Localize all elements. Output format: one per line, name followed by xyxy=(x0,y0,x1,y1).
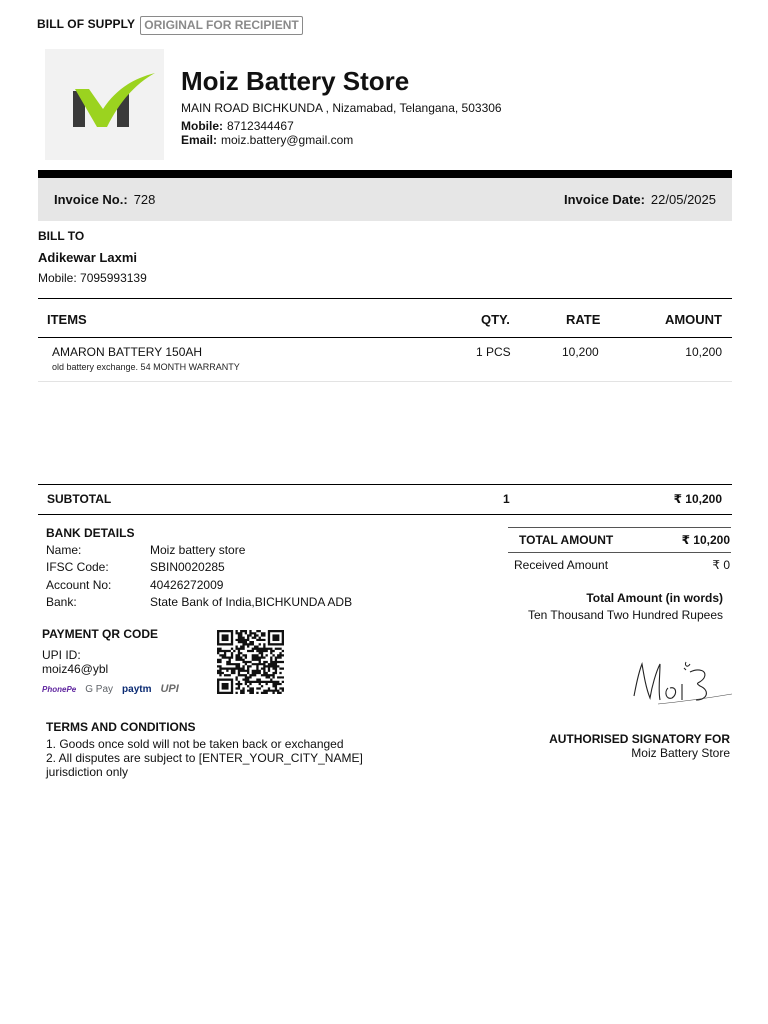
store-mobile xyxy=(181,119,294,133)
received-amount-value: ₹ 0 xyxy=(712,558,730,572)
original-badge: ORIGINAL FOR RECIPIENT xyxy=(140,16,303,35)
received-amount-label: Received Amount xyxy=(514,558,609,572)
subtotal-top-rule xyxy=(38,484,732,485)
gpay-logo: G Pay xyxy=(85,683,114,695)
table-header-rule xyxy=(38,337,732,338)
terms-line-1: 1. Goods once sold will not be taken back or exchanged xyxy=(46,737,344,751)
bank-bank-value: State Bank of India,BICHKUNDA ADB xyxy=(150,595,353,609)
item-name: AMARON BATTERY 150AH xyxy=(52,345,203,359)
amount-in-words-value: Ten Thousand Two Hundred Rupees xyxy=(527,608,723,622)
store-email xyxy=(181,133,353,147)
bank-ifsc-label: IFSC Code: xyxy=(46,560,109,574)
store-address: MAIN ROAD BICHKUNDA , Nizamabad, Telangana, 503306 xyxy=(181,101,502,115)
bank-bank-label: Bank: xyxy=(46,595,77,609)
item-rate: 10,200 xyxy=(562,345,599,359)
bank-account-label: Account No: xyxy=(46,578,112,592)
col-header-qty: QTY. xyxy=(481,312,510,327)
bill-to-label: BILL TO xyxy=(38,229,85,243)
col-header-rate: RATE xyxy=(566,312,601,327)
item-qty: 1 PCS xyxy=(476,345,511,359)
bank-details-title: BANK DETAILS xyxy=(46,526,135,540)
terms-line-2: 2. All disputes are subject to [ENTER_YOUR_CITY_NAME] xyxy=(46,751,363,765)
subtotal-bottom-rule xyxy=(38,514,732,515)
invoice-date xyxy=(564,192,716,207)
table-row-rule xyxy=(38,381,732,382)
total-amount-label: TOTAL AMOUNT xyxy=(519,533,614,547)
bank-name-label: Name: xyxy=(46,543,82,557)
subtotal-amount: ₹ 10,200 xyxy=(673,492,722,506)
payment-apps xyxy=(42,683,179,695)
invoice-number-label: Invoice No.: xyxy=(54,192,128,207)
item-amount: 10,200 xyxy=(685,345,722,359)
table-top-rule xyxy=(38,298,732,299)
store-logo xyxy=(45,49,164,160)
invoice-number xyxy=(54,192,155,207)
bank-ifsc-value: SBIN0020285 xyxy=(150,560,225,574)
authorised-signatory-name: Moiz Battery Store xyxy=(631,746,730,760)
item-description: old battery exchange. 54 MONTH WARRANTY xyxy=(52,362,240,372)
store-email-value: moiz.battery@gmail.com xyxy=(221,133,354,147)
bank-name-value: Moiz battery store xyxy=(150,543,246,557)
customer-mobile-label: Mobile: xyxy=(38,271,77,285)
amount-in-words-label: Total Amount (in words) xyxy=(586,591,723,605)
total-amount-value: ₹ 10,200 xyxy=(681,533,730,547)
customer-mobile-value: 7095993139 xyxy=(80,271,147,285)
col-header-items: ITEMS xyxy=(47,312,87,327)
customer-name: Adikewar Laxmi xyxy=(38,250,137,265)
signature-image xyxy=(628,658,734,708)
header-divider xyxy=(38,170,732,178)
total-bottom-rule xyxy=(508,552,731,553)
upi-logo: UPI xyxy=(160,683,179,695)
bank-account-value: 40426272009 xyxy=(150,578,224,592)
subtotal-qty: 1 xyxy=(503,492,510,506)
invoice-number-value: 728 xyxy=(133,192,156,207)
upi-id-value: moiz46@ybl xyxy=(42,662,109,676)
phonepe-logo: PhonePe xyxy=(42,684,77,694)
customer-mobile xyxy=(38,271,147,285)
payment-qr-title: PAYMENT QR CODE xyxy=(42,627,159,641)
payment-qr-code xyxy=(217,630,284,694)
terms-title: TERMS AND CONDITIONS xyxy=(46,720,196,734)
terms-line-3: jurisdiction only xyxy=(46,765,129,779)
document-title: BILL OF SUPPLY xyxy=(37,17,136,31)
subtotal-label: SUBTOTAL xyxy=(47,492,112,506)
authorised-signatory-label: AUTHORISED SIGNATORY FOR xyxy=(549,732,730,746)
checkmark-logo-icon xyxy=(45,49,164,160)
store-mobile-label: Mobile: xyxy=(181,119,223,133)
invoice-date-label: Invoice Date: xyxy=(564,192,645,207)
store-email-label: Email: xyxy=(181,133,218,147)
upi-id-label: UPI ID: xyxy=(42,648,81,662)
col-header-amount: AMOUNT xyxy=(664,312,722,327)
store-mobile-value: 8712344467 xyxy=(227,119,294,133)
total-top-rule xyxy=(508,527,731,528)
invoice-date-value: 22/05/2025 xyxy=(650,192,716,207)
paytm-logo: paytm xyxy=(122,683,152,695)
store-name: Moiz Battery Store xyxy=(181,66,410,96)
